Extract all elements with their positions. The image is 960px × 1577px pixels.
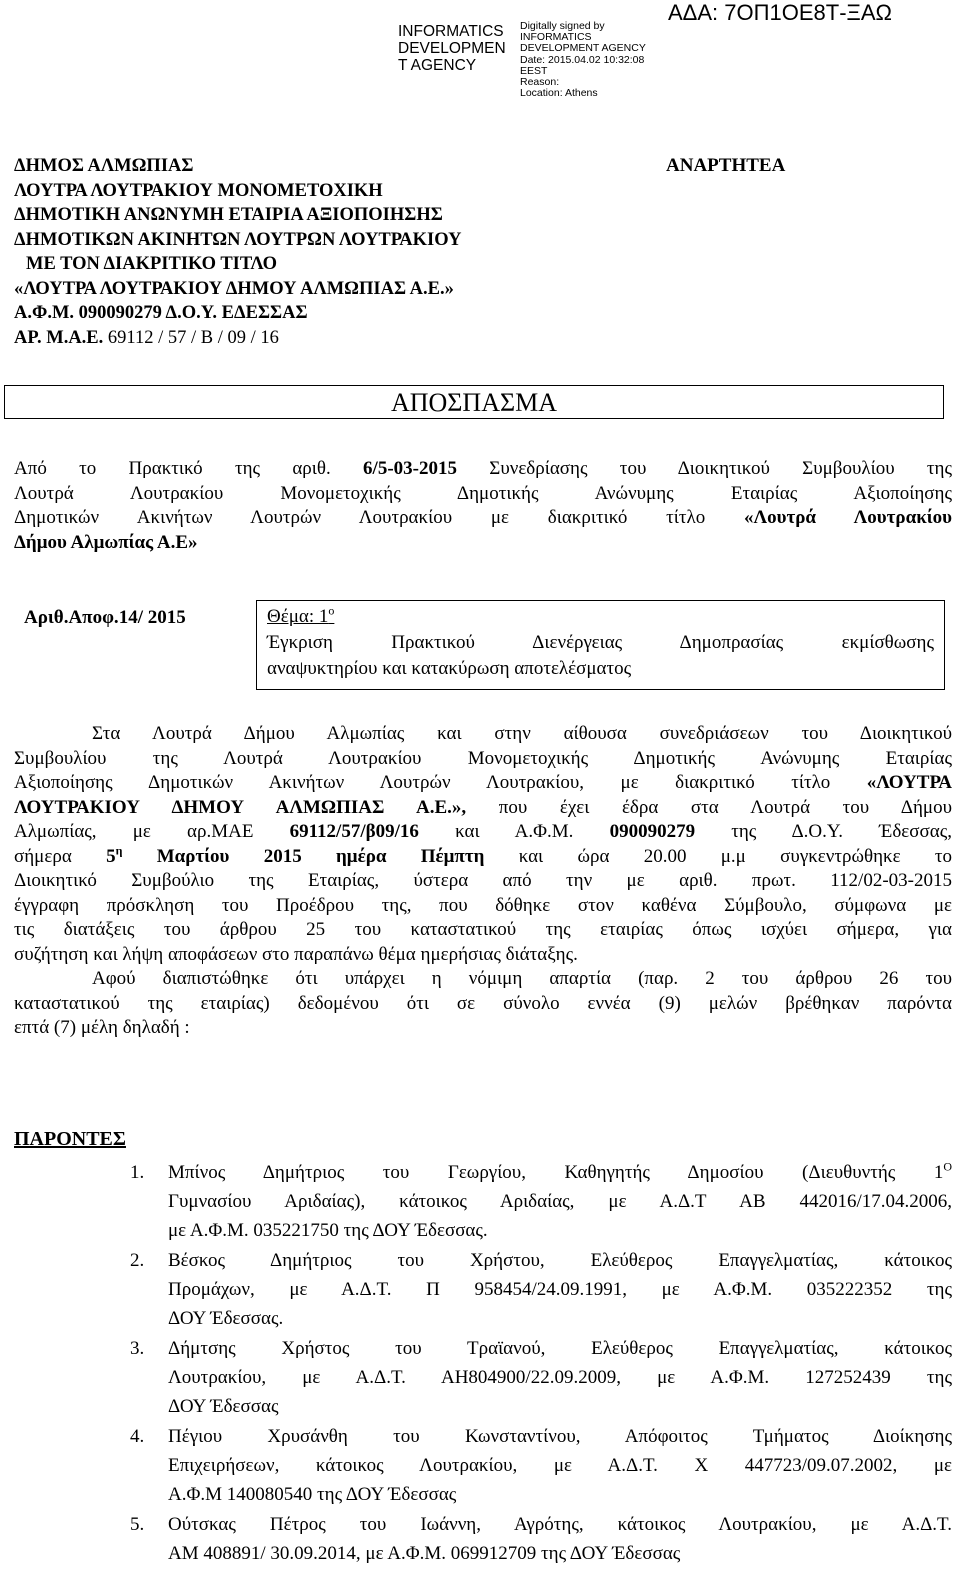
member-line: Μπίνος Δημήτριος του Γεωργίου, Καθηγητής Δημοσίου (Διευθυντής $1^O$ (168, 1159, 952, 1183)
body-line: Συμβουλίου της Λουτρά Λουτρακίου Μονομετοχικής Δημοτικής Ανώνυμης Εταιρίας (14, 747, 952, 769)
member-number: 4. (130, 1426, 145, 1447)
body-line: Αλμωπίας, με αρ.ΜΑΕ 69112/57/β09/16 και Α.Φ.Μ. 090090279 της Δ.Ο.Υ. Έδεσσας, (14, 821, 952, 842)
member-item (120, 1422, 952, 1509)
posting-label: ΑΝΑΡΤΗΤΕΑ (666, 155, 786, 176)
signature-details (520, 21, 695, 99)
intro-paragraph (14, 457, 952, 555)
signature-org-line: INFORMATICS (398, 23, 504, 40)
present-heading: ΠΑΡΟΝΤΕΣ (14, 1128, 126, 1150)
member-line: Προμάχων, με Α.Δ.Τ. Π 958454/24.09.1991, με Α.Φ.Μ. 035222352 της (168, 1279, 952, 1300)
member-number: 1. (130, 1162, 145, 1183)
member-line: ΔΟΥ Έδεσσας (168, 1396, 279, 1417)
body-line: έγγραφη πρόσκληση του Προέδρου της, που δόθηκε στον καθένα Σύμβουλο, σύμφωνα με (14, 894, 952, 916)
body-line: Αφού διαπιστώθηκε ότι υπάρχει η νόμιμη απαρτία (παρ. 2 του άρθρου 26 του (92, 968, 952, 989)
subject-line: Έγκριση Πρακτικού Διενέργειας Δημοπρασίας εκμίσθωσης (267, 632, 934, 653)
subject-line: αναψυκτηρίου και κατακύρωση αποτελέσματος (267, 658, 632, 679)
signature-detail-line: DEVELOPMENT AGENCY (520, 42, 646, 55)
member-item (120, 1510, 952, 1568)
header-line: ΜΕ ΤΟΝ ΔΙΑΚΡΙΤΙΚΟ ΤΙΤΛΟ (26, 254, 277, 274)
signature-org-line: DEVELOPMEN (398, 40, 506, 57)
intro-line: Δημοτικών Ακινήτων Λουτρών Λουτρακίου με διακριτικό τίτλο «Λουτρά Λουτρακίου (14, 507, 952, 528)
intro-line: Λουτρά Λουτρακίου Μονομετοχικής Δημοτικής Ανώνυμης Εταιρίας Αξιοποίησης (14, 482, 952, 504)
member-line: ΔΟΥ Έδεσσας. (168, 1308, 284, 1329)
intro-line: Δήμου Αλμωπίας Α.Ε» (14, 531, 198, 553)
header-line: ΔΗΜΟΤΙΚΗ ΑΝΩΝΥΜΗ ΕΤΑΙΡΙΑ ΑΞΙΟΠΟΙΗΣΗΣ (14, 205, 443, 225)
signature-detail-line: Digitally signed by (520, 20, 605, 32)
header-line: ΔΗΜΟΣ ΑΛΜΩΠΙΑΣ (14, 156, 194, 176)
body-line: Αξιοποίησης Δημοτικών Ακινήτων Λουτρών Λουτρακίου, με διακριτικό τίτλο «ΛΟΥΤΡΑ (14, 772, 952, 793)
body-paragraph (14, 722, 952, 1041)
body-line: ΛΟΥΤΡΑΚΙΟΥ ΔΗΜΟΥ ΑΛΜΩΠΙΑΣ Α.Ε.», που έχει έδρα στα Λουτρά του Δήμου (14, 796, 952, 818)
subject-box (256, 600, 945, 690)
header-line: «ΛΟΥΤΡΑ ΛΟΥΤΡΑΚΙΟΥ ΔΗΜΟΥ ΑΛΜΩΠΙΑΣ Α.Ε.» (14, 278, 454, 299)
body-line: καταστατικού της εταιρίας) δεδομένου ότι σε σύνολο εννέα (9) μελών βρέθηκαν παρόντα (14, 992, 952, 1014)
decision-number: Αριθ.Αποφ.14/ 2015 (24, 607, 186, 628)
body-line: επτά (7) μέλη δηλαδή : (14, 1017, 190, 1038)
signature-detail-line: EEST (520, 64, 548, 77)
member-line: Λουτρακίου, με Α.Δ.Τ. ΑΗ804900/22.09.2009, με Α.Φ.Μ. 127252439 της (168, 1367, 952, 1388)
member-number: 5. (130, 1514, 145, 1535)
member-item (120, 1334, 952, 1421)
body-line: σήμερα $5^\eta$ Μαρτίου 2015 ημέρα Πέμπτη και ώρα 20.00 μ.μ συγκεντρώθηκε το (14, 843, 952, 867)
header-line: Α.Φ.Μ. 090090279 Δ.Ο.Υ. ΕΔΕΣΣΑΣ (14, 303, 308, 323)
signature-detail-line: INFORMATICS (520, 31, 592, 44)
document-title: ΑΠΟΣΠΑΣΜΑ (4, 385, 944, 419)
member-number: 3. (130, 1338, 145, 1359)
signature-org-line: T AGENCY (398, 57, 477, 74)
signature-detail-line: Date: 2015.04.02 10:32:08 (520, 53, 645, 66)
subject-label: Θέμα: $1^o$ (267, 603, 335, 627)
member-line: Α.Φ.Μ 140080540 της ΔΟΥ Έδεσσας (168, 1484, 457, 1505)
member-line: Επιχειρήσεων, κάτοικος Λουτρακίου, με Α.Δ.Τ. Χ 447723/09.07.2002, με (168, 1455, 952, 1476)
gemi-label: ΑΡ. Μ.Α.Ε. (14, 327, 104, 348)
member-line: με Α.Φ.Μ. 035221750 της ΔΟΥ Έδεσσας. (168, 1220, 488, 1241)
ada-code: ΑΔΑ: 7ΟΠ1ΟΕ8Τ-ΞΑΩ (668, 0, 892, 25)
signature-organization (398, 23, 518, 74)
member-item (120, 1246, 952, 1333)
signature-detail-line: Reason: (520, 76, 560, 89)
header-line: ΔΗΜΟΤΙΚΩΝ ΑΚΙΝΗΤΩΝ ΛΟΥΤΡΩΝ ΛΟΥΤΡΑΚΙΟΥ (14, 229, 462, 250)
body-line: συζήτηση και λήψη αποφάσεων στο παραπάνω θέμα ημερήσιας διάταξης. (14, 943, 578, 965)
document-header (14, 154, 654, 350)
body-line: Διοικητικό Συμβούλιο της Εταιρίας, ύστερα από την με αριθ. πρωτ. 112/02-03-2015 (14, 870, 952, 891)
header-gemi-line (14, 326, 654, 351)
member-line: ΑΜ 408891/ 30.09.2014, με Α.Φ.Μ. 069912709 της ΔΟΥ Έδεσσας (168, 1543, 681, 1564)
member-line: Ούτσκας Πέτρος του Ιωάννη, Αγρότης, κάτοικος Λουτρακίου, με Α.Δ.Τ. (168, 1514, 952, 1535)
header-line: ΛΟΥΤΡΑ ΛΟΥΤΡΑΚΙΟΥ ΜΟΝΟΜΕΤΟΧΙΚΗ (14, 180, 383, 201)
member-line: Πέγιου Χρυσάνθη του Κωνσταντίνου, Απόφοιτος Τμήματος Διοίκησης (168, 1426, 952, 1447)
member-item (120, 1158, 952, 1245)
body-line: τις διατάξεις του άρθρου 25 του καταστατικού της εταιρίας όπως ισχύει σήμερα, για (14, 919, 952, 940)
body-line: Στα Λουτρά Δήμου Αλμωπίας και στην αίθουσα συνεδριάσεων του Διοικητικού (92, 723, 952, 744)
gemi-value: 69112 / 57 / Β / 09 / 16 (107, 327, 279, 348)
member-number: 2. (130, 1250, 145, 1271)
signature-detail-line: Location: Athens (520, 87, 598, 100)
intro-line: Από το Πρακτικό της αριθ. 6/5-03-2015 Συνεδρίασης του Διοικητικού Συμβουλίου της (14, 458, 952, 479)
member-line: Γυμνασίου Αριδαίας), κάτοικος Αριδαίας, με Α.Δ.Τ ΑΒ 442016/17.04.2006, (168, 1191, 952, 1212)
member-line: Δήμτσης Χρήστος του Τραϊανού, Ελεύθερος Επαγγελματίας, κάτοικος (168, 1338, 952, 1359)
member-line: Βέσκος Δημήτριος του Χρήστου, Ελεύθερος Επαγγελματίας, κάτοικος (168, 1250, 952, 1271)
